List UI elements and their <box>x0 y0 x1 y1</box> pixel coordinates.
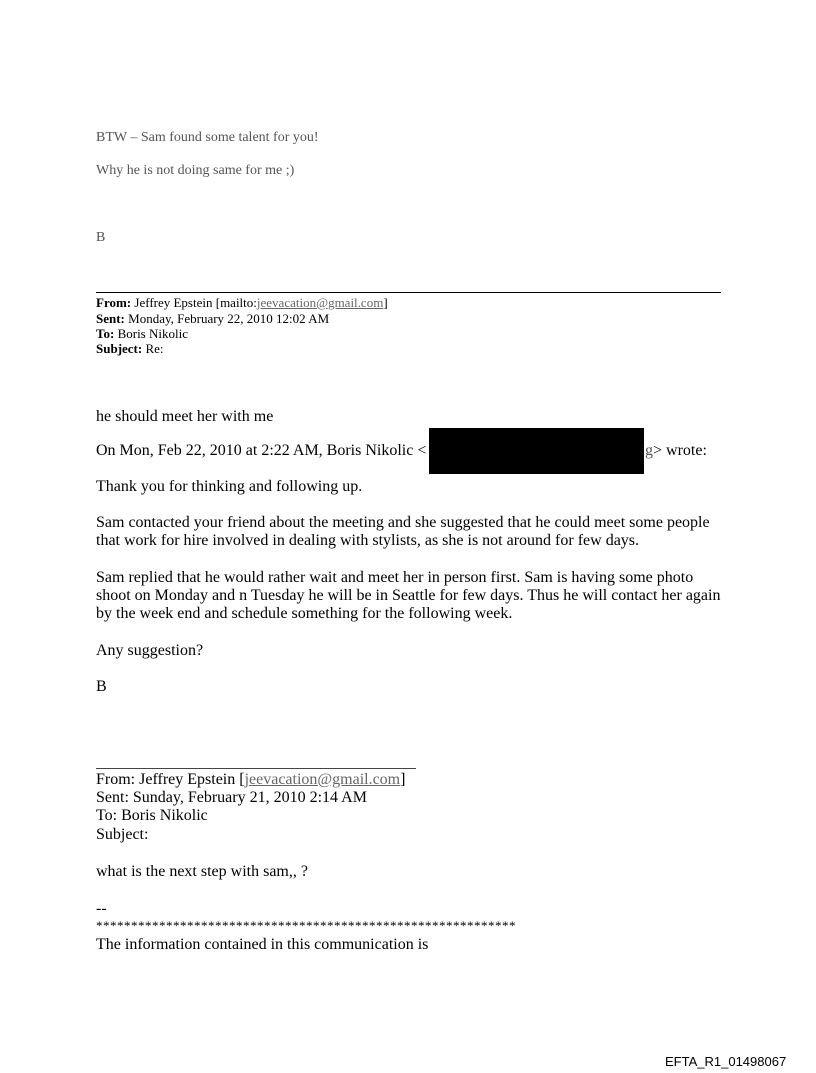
redaction-box <box>429 428 644 474</box>
quoted-paragraph-1: Thank you for thinking and following up. <box>96 478 363 495</box>
quote-intro-end <box>645 442 707 460</box>
intro-signature: B <box>96 230 106 245</box>
header1-sent-label: Sent: <box>96 311 125 326</box>
quote-intro-wrote: > wrote: <box>653 442 707 459</box>
quote-intro-start: On Mon, Feb 22, 2010 at 2:22 AM, Boris Nikolic < <box>96 442 427 459</box>
header1-from-close: ] <box>383 295 388 310</box>
quoted-paragraph-2-line-1: Sam contacted your friend about the meeting and she suggested that he could meet some people <box>96 514 710 531</box>
header1-subject-value: Re: <box>145 341 164 356</box>
header1-sent-value: Monday, February 22, 2010 12:02 AM <box>128 311 330 326</box>
intro-line-2: Why he is not doing same for me ;) <box>96 163 295 178</box>
header2-to: To: Boris Nikolic <box>96 807 208 824</box>
header1-subject <box>96 341 164 357</box>
disclaimer-text: The information contained in this communication is <box>96 936 429 953</box>
header-rule <box>96 292 721 293</box>
header1-from <box>96 295 388 311</box>
quoted-paragraph-3-line-3: by the week end and schedule something for the following week. <box>96 605 513 622</box>
header2-subject: Subject: <box>96 826 149 843</box>
header2-from-label: From: Jeffrey Epstein [ <box>96 771 245 788</box>
header1-from-email-link[interactable]: jeevacation@gmail.com <box>256 295 384 310</box>
signature-dashes: -- <box>96 900 107 917</box>
quoted-paragraph-3-line-2: shoot on Monday and n Tuesday he will be in Seattle for few days. Thus he will contact her again <box>96 587 721 604</box>
signature-stars: ************************************************************ <box>96 918 516 933</box>
reply-body: he should meet her with me <box>96 408 274 425</box>
quoted-signature: B <box>96 678 107 695</box>
header1-to-value: Boris Nikolic <box>117 326 188 341</box>
header1-to-label: To: <box>96 326 115 341</box>
header2-from-close: ] <box>400 771 406 788</box>
header2-rule <box>96 768 416 769</box>
quoted-paragraph-4: Any suggestion? <box>96 642 204 659</box>
header2-from-email-link[interactable]: jeevacation@gmail.com <box>244 771 401 788</box>
quote-intro-partial: g <box>645 442 653 459</box>
original-body: what is the next step with sam,, ? <box>96 863 308 880</box>
intro-line-1: BTW – Sam found some talent for you! <box>96 130 319 145</box>
header1-to <box>96 326 188 342</box>
header1-from-label: From: <box>96 295 132 310</box>
document-id: EFTA_R1_01498067 <box>665 1054 787 1069</box>
quoted-paragraph-2-line-2: that work for hire involved in dealing with stylists, as she is not around for few days. <box>96 532 640 549</box>
header2-sent: Sent: Sunday, February 21, 2010 2:14 AM <box>96 789 367 806</box>
header1-subject-label: Subject: <box>96 341 143 356</box>
header1-from-name: Jeffrey Epstein [mailto: <box>134 295 257 310</box>
quoted-paragraph-3-line-1: Sam replied that he would rather wait and meet her in person first. Sam is having some photo <box>96 569 694 586</box>
header1-sent <box>96 311 329 327</box>
header2-from <box>96 771 405 789</box>
